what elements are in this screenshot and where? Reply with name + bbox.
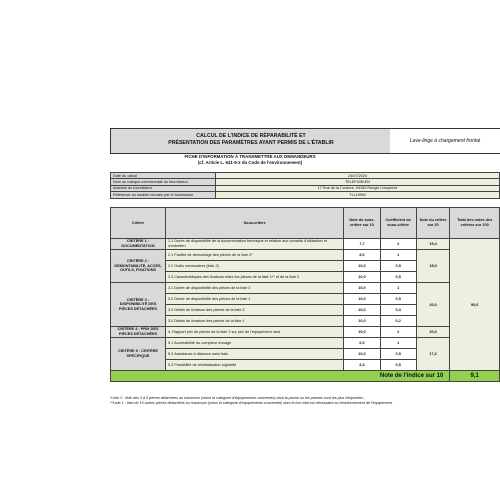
sub-criterion-coef: 0,5	[380, 349, 416, 360]
sub-criterion-label: 2.2 Outils nécessaires (liste 2)	[165, 261, 343, 272]
col-header-coef: Coefficient du sous-critère	[380, 208, 416, 239]
score-table	[110, 207, 500, 382]
info-label: Date du calcul	[111, 173, 216, 179]
sub-criterion-note: 7,7	[344, 239, 380, 250]
supplier-info-table	[110, 172, 500, 199]
table-row	[111, 250, 500, 261]
criterion-note: 18,0	[416, 250, 450, 283]
final-score-row	[111, 371, 500, 382]
info-row	[111, 192, 500, 198]
footnotes	[110, 396, 500, 406]
sub-criterion-label: 5.2 Assistance à distance sans frais	[165, 349, 343, 360]
criterion-note: 17,2	[416, 338, 450, 371]
fiche-line-1: FICHE D'INFORMATION À TRANSMETTRE AUX DEMANDEURS	[184, 154, 316, 159]
sub-criterion-label: 2.1 Facilité de démontage des pièces de la liste 2*	[165, 250, 343, 261]
product-type-box	[390, 128, 500, 154]
criterion-label: CRITÈRE 5 : CRITÈRE SPÉCIFIQUE	[111, 338, 166, 371]
header-title-line-2: PRÉSENTATION DES PARAMÈTRES AYANT PERMIS DE L'ÉTABLIR	[168, 140, 334, 146]
sub-criterion-coef: 1	[380, 250, 416, 261]
criterion-label: CRITÈRE 2 : DÉMONTABILITÉ, ACCÈS, OUTILS, FIXATIONS	[111, 250, 166, 283]
final-score-label: Note de l'indice sur 10	[111, 371, 450, 382]
table-row	[111, 338, 500, 349]
criterion-note: 20,0	[416, 283, 450, 327]
footnote-1: *Liste 2 : liste des 3 à 5 pièces détachées au maximum (selon la catégorie d'équipements concernée) dont la panne ou les pannes sont les plus fréquentes ;	[110, 396, 365, 400]
sub-criterion-note: 10,0	[344, 305, 380, 316]
info-value: TELEFUNKEN	[216, 179, 500, 185]
sub-criterion-coef: 2	[380, 327, 416, 338]
sub-criterion-note: 10,0	[344, 261, 380, 272]
sub-criterion-coef: 0,5	[380, 360, 416, 371]
final-score-value: 9,1	[450, 371, 500, 382]
sub-criterion-note: 8,0	[344, 250, 380, 261]
info-value: TLL109W	[216, 192, 500, 198]
col-header-sous-critere: Sous-critère	[165, 208, 343, 239]
sub-criterion-label: 5.1 Accessibilité du compteur d'usage	[165, 338, 343, 349]
sub-criterion-note: 10,0	[344, 272, 380, 283]
info-label: Adresse du fournisseur	[111, 185, 216, 191]
sub-criterion-coef: 0,5	[380, 294, 416, 305]
sub-criterion-label: 2.3 Caractéristiques des fixations entre les pièces de la liste 1** et de la liste 2	[165, 272, 343, 283]
table-row	[111, 239, 500, 250]
info-value: 17 Rue de la Couture, 94150 Rungis Complexe	[216, 185, 500, 191]
sub-criterion-label: 3.3 Délais de livraison des pièces de la liste 2	[165, 305, 343, 316]
sub-criterion-coef: 2	[380, 239, 416, 250]
sub-criterion-coef: 1	[380, 283, 416, 294]
col-header-total: Total des notes des critères sur 100	[450, 208, 500, 239]
fiche-line-2: (cf. Article L. 541-9-2 du Code de l'environnement)	[197, 160, 303, 165]
info-label: Référence du modèle donnée par le fournisseur	[111, 192, 216, 198]
info-value: 24/07/2024	[216, 173, 500, 179]
table-row	[111, 283, 500, 294]
col-header-critere: Critère	[111, 208, 166, 239]
sub-criterion-coef: 1	[380, 338, 416, 349]
sub-criterion-label: 3.4 Délais de livraison des pièces de la liste 1	[165, 316, 343, 327]
sub-criterion-label: 5.3 Possibilité de réinitialisation logicielle	[165, 360, 343, 371]
sub-criterion-label: 3.2 Durée de disponibilité des pièces de la liste 1	[165, 294, 343, 305]
header-title-line-1: CALCUL DE L'INDICE DE RÉPARABILITÉ ET	[196, 133, 306, 139]
sub-criterion-note: 10,0	[344, 327, 380, 338]
sub-criterion-note: 10,0	[344, 294, 380, 305]
sub-criterion-note: 6,0	[344, 338, 380, 349]
sub-criterion-coef: 0,5	[380, 261, 416, 272]
sub-criterion-note: 10,0	[344, 316, 380, 327]
criterion-note: 20,0	[416, 327, 450, 338]
score-table-header	[111, 208, 500, 239]
sub-criterion-coef: 0,2	[380, 316, 416, 327]
criterion-note: 15,4	[416, 239, 450, 250]
fiche-heading	[110, 154, 390, 166]
header-title-box	[110, 128, 392, 154]
sub-criterion-note: 10,0	[344, 283, 380, 294]
product-type: Lave-linge à chargement frontal	[409, 138, 481, 144]
sub-criterion-label: 1.1 Durée de disponibilité de la documentation technique et relative aux conseils d'utilisation et d'entretien	[165, 239, 343, 250]
sub-criterion-label: 3.1 Durée de disponibilité des pièces de la liste 2	[165, 283, 343, 294]
sub-criterion-coef: 0,5	[380, 272, 416, 283]
criterion-label: CRITÈRE 4 : PRIX DES PIÈCES DÉTACHÉES	[111, 327, 166, 338]
total-score: 90,6	[450, 239, 500, 371]
criterion-label: CRITÈRE 3 : DISPONIBILITÉ DES PIÈCES DÉTACHÉES	[111, 283, 166, 327]
table-row	[111, 327, 500, 338]
info-label: Nom ou marque commerciale du fournisseur	[111, 179, 216, 185]
footnote-2: **Liste 1 : liste de 10 autres pièces détachées au maximum (selon la catégorie d'équipements concernée) dont le bon état est nécessaire au fonctionnement de l'équipement.	[110, 401, 393, 405]
sub-criterion-label: 4. Rapport prix de pièces de la liste 2 sur prix de l'équipement neuf	[165, 327, 343, 338]
sub-criterion-note: 10,0	[344, 349, 380, 360]
sub-criterion-coef: 0,3	[380, 305, 416, 316]
col-header-note-sous: Note du sous-critère sur 10	[344, 208, 380, 239]
col-header-note-critere: Note du critère sur 20	[416, 208, 450, 239]
sub-criterion-note: 8,3	[344, 360, 380, 371]
criterion-label: CRITÈRE 1 : DOCUMENTATION	[111, 239, 166, 250]
